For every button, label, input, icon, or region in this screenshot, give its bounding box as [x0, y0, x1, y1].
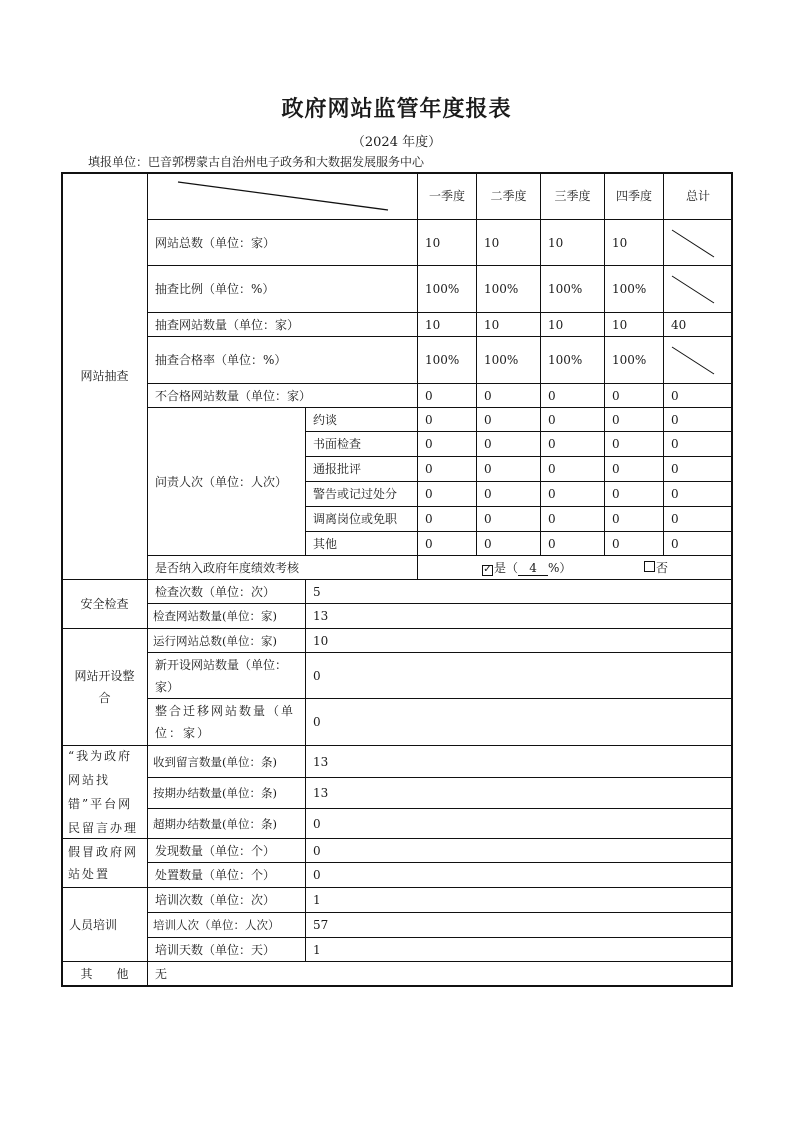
cell-total: 0: [663, 383, 733, 408]
cell-total: 0: [663, 431, 733, 457]
row-label: 网站总数（单位：家）: [147, 219, 418, 266]
cell-q4: 0: [604, 481, 664, 507]
cell-total: 0: [663, 407, 733, 432]
cell-q1: 0: [417, 531, 477, 556]
section-security-check: 安全检查: [61, 579, 148, 629]
section-fake-sites: 假冒政府网站处置: [61, 838, 148, 888]
accountability-label: 问责人次（单位：人次）: [147, 407, 306, 556]
row-label: 收到留言数量(单位：条): [147, 745, 306, 778]
cell-q4: 0: [604, 383, 664, 408]
section-training: 人员培训: [61, 887, 148, 962]
row-label: 检查网站数量(单位：家): [147, 603, 306, 629]
cell-q4: 0: [604, 531, 664, 556]
row-label: 整合迁移网站数量（单位：家）: [147, 698, 306, 746]
accountability-type: 通报批评: [305, 456, 418, 482]
performance-label: 是否纳入政府年度绩效考核: [147, 555, 418, 580]
cell-q1: 0: [417, 431, 477, 457]
performance-yes-option[interactable]: [482, 557, 571, 579]
cell-q2: 0: [476, 531, 541, 556]
cell-q3: 0: [540, 431, 605, 457]
section-error-platform: “我为政府网站找错”平台网民留言办理: [61, 745, 148, 839]
cell-q3: 0: [540, 506, 605, 532]
cell-q2: 0: [476, 383, 541, 408]
header-q4: 四季度: [604, 172, 664, 220]
row-label: 按期办结数量(单位：条): [147, 777, 306, 809]
cell-total: 0: [663, 506, 733, 532]
performance-no-option[interactable]: [644, 557, 668, 579]
accountability-type: 调离岗位或免职: [305, 506, 418, 532]
row-label: 新开设网站数量（单位：家）: [147, 652, 306, 699]
accountability-type: 其他: [305, 531, 418, 556]
cell-q3: 10: [540, 219, 605, 266]
diagonal-line: [664, 337, 734, 385]
other-label: 其 他: [61, 961, 148, 987]
row-label: 培训人次（单位：人次）: [147, 912, 306, 938]
cell-q4: 0: [604, 456, 664, 482]
checkbox-checked-icon[interactable]: ✓: [483, 564, 492, 575]
row-label: 运行网站总数(单位：家): [147, 628, 306, 653]
cell-q2: 100%: [476, 336, 541, 384]
row-value: 10: [305, 628, 733, 653]
cell-q2: 0: [476, 481, 541, 507]
cell-q4: 10: [604, 219, 664, 266]
row-value: 0: [305, 808, 733, 839]
row-label: 抽查比例（单位：%）: [147, 265, 418, 313]
cell-q2: 0: [476, 456, 541, 482]
other-value: 无: [147, 961, 733, 987]
row-label: 不合格网站数量（单位：家）: [147, 383, 418, 408]
cell-q1: 0: [417, 383, 477, 408]
header-total: 总计: [663, 172, 733, 220]
row-value: 5: [305, 579, 733, 604]
row-label: 培训次数（单位：次）: [147, 887, 306, 913]
report-title: 政府网站监管年度报表: [281, 97, 512, 122]
diagonal-line: [664, 266, 734, 314]
accountability-type: 书面检查: [305, 431, 418, 457]
cell-q3: 100%: [540, 265, 605, 313]
row-label: 超期办结数量(单位：条): [147, 808, 306, 839]
report-year: （2024 年度）: [351, 135, 442, 150]
report-table: [61, 172, 733, 987]
diagonal-line: [148, 173, 419, 221]
row-value: 13: [305, 777, 733, 809]
cell-q2: 0: [476, 431, 541, 457]
cell-q2: 10: [476, 312, 541, 337]
percent-blank: 4: [518, 561, 548, 576]
yes-suffix: %）: [548, 561, 572, 575]
cell-q2: 0: [476, 506, 541, 532]
row-value: 1: [305, 937, 733, 962]
checkbox-unchecked-icon[interactable]: [644, 561, 655, 572]
cell-q4: 100%: [604, 336, 664, 384]
cell-q1: 10: [417, 219, 477, 266]
cell-q2: 100%: [476, 265, 541, 313]
cell-total-na: [663, 336, 733, 384]
cell-q1: 100%: [417, 265, 477, 313]
row-label: 处置数量（单位：个）: [147, 862, 306, 888]
row-value: 13: [305, 745, 733, 778]
row-value: 57: [305, 912, 733, 938]
reporting-unit: 填报单位：巴音郭楞蒙古自治州电子政务和大数据发展服务中心: [88, 155, 425, 169]
row-value: 0: [305, 838, 733, 863]
accountability-type: 约谈: [305, 407, 418, 432]
header-diagonal-cell: [147, 172, 418, 220]
no-text: 否: [656, 561, 669, 575]
cell-total: 0: [663, 481, 733, 507]
cell-q1: 10: [417, 312, 477, 337]
row-label: 抽查合格率（单位：%）: [147, 336, 418, 384]
cell-total-na: [663, 219, 733, 266]
cell-q4: 100%: [604, 265, 664, 313]
row-label: 检查次数（单位：次）: [147, 579, 306, 604]
cell-q2: 0: [476, 407, 541, 432]
cell-q3: 0: [540, 407, 605, 432]
cell-total: 40: [663, 312, 733, 337]
cell-q1: 100%: [417, 336, 477, 384]
cell-q3: 0: [540, 383, 605, 408]
row-value: 0: [305, 862, 733, 888]
row-label: 抽查网站数量（单位：家）: [147, 312, 418, 337]
diagonal-line: [664, 220, 734, 267]
cell-total: 0: [663, 456, 733, 482]
row-label: 发现数量（单位：个）: [147, 838, 306, 863]
row-value: 1: [305, 887, 733, 913]
cell-q3: 0: [540, 531, 605, 556]
cell-q3: 10: [540, 312, 605, 337]
performance-options: [417, 555, 733, 580]
cell-q1: 0: [417, 481, 477, 507]
row-label: 培训天数（单位：天）: [147, 937, 306, 962]
cell-q3: 100%: [540, 336, 605, 384]
row-value: 13: [305, 603, 733, 629]
cell-q4: 0: [604, 407, 664, 432]
header-q2: 二季度: [476, 172, 541, 220]
yes-text: 是（: [494, 561, 519, 575]
row-value: 0: [305, 698, 733, 746]
cell-q1: 0: [417, 506, 477, 532]
cell-q3: 0: [540, 456, 605, 482]
cell-q4: 0: [604, 431, 664, 457]
accountability-type: 警告或记过处分: [305, 481, 418, 507]
header-q1: 一季度: [417, 172, 477, 220]
section-spot-check: 网站抽查: [61, 172, 148, 580]
cell-q4: 10: [604, 312, 664, 337]
header-q3: 三季度: [540, 172, 605, 220]
cell-q1: 0: [417, 407, 477, 432]
row-value: 0: [305, 652, 733, 699]
cell-q2: 10: [476, 219, 541, 266]
cell-q1: 0: [417, 456, 477, 482]
cell-q3: 0: [540, 481, 605, 507]
cell-total-na: [663, 265, 733, 313]
cell-total: 0: [663, 531, 733, 556]
cell-q4: 0: [604, 506, 664, 532]
section-site-setup: 网站开设整合: [61, 628, 148, 746]
